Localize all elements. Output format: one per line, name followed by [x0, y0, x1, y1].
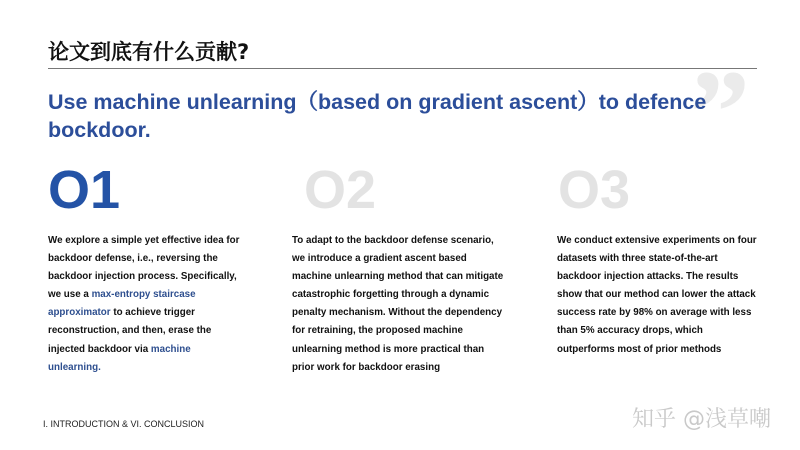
- number-o1: O1: [48, 160, 121, 220]
- highlight-term: machine unlearning.: [48, 343, 191, 373]
- contribution-1-text: [48, 232, 243, 377]
- watermark: 知乎 @浅草嘲: [632, 407, 771, 432]
- slide-title: 论文到底有什么贡献?: [48, 40, 250, 64]
- highlight-term: max-entropy staircase approximator: [48, 289, 196, 319]
- text-part: to achieve trigger reconstruction, and then, erase the injected backdoor via: [48, 307, 212, 355]
- closing-quote-icon: ”: [690, 45, 750, 178]
- section-footer: I. INTRODUCTION & VI. CONCLUSION: [43, 419, 205, 429]
- title-divider: [48, 68, 757, 69]
- headline: Use machine unlearning（based on gradient ascent）to defence bockdoor.: [48, 90, 707, 142]
- contribution-3-text: We conduct extensive experiments on four datasets with three state-of-the-art backdoor injection attacks. The results show that our method can lower the attack success rate by 98% on average with less than 5% accuracy drops, which outperforms most of prior methods: [557, 235, 757, 355]
- contribution-2-text: To adapt to the backdoor defense scenario, we introduce a gradient ascent based machine unlearning method that can mitigate catastrophic forgetting through a dynamic penalty mechanism. Without the dependency for retraining, the proposed machine unlearning method is more practical than prior work for backdoor erasing: [292, 235, 504, 373]
- number-o2: O2: [304, 160, 377, 220]
- number-o3: O3: [558, 160, 631, 220]
- text-part: We explore a simple yet effective idea for backdoor defense, i.e., reversing the backdoor injection process. Specifically, we use a: [48, 235, 240, 301]
